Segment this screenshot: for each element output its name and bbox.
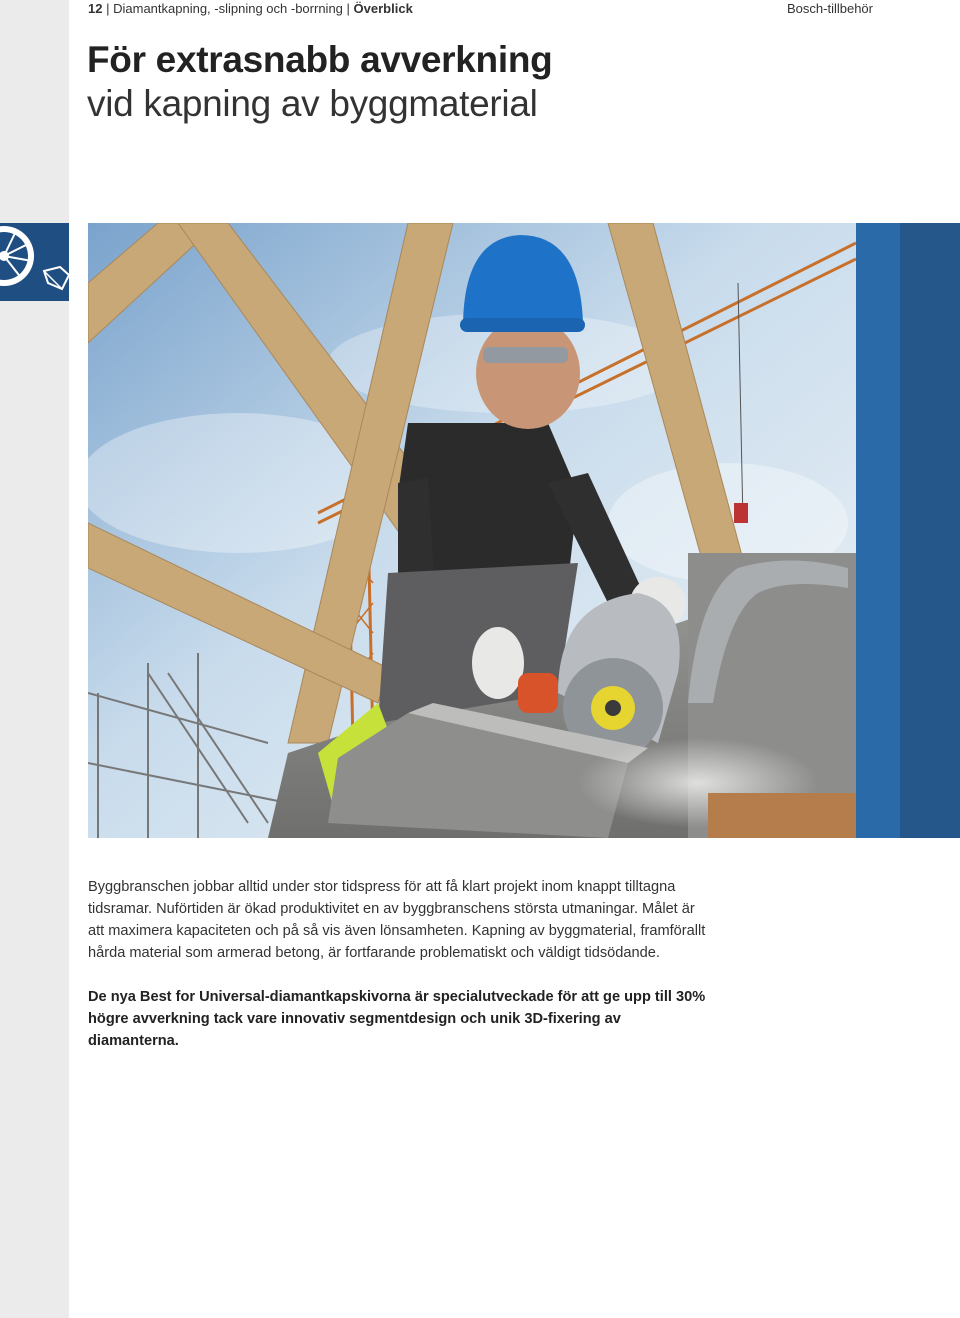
section-name: Diamantkapning, -slipning och -borrning [113, 1, 343, 16]
page-header [88, 0, 873, 18]
hero-photo [88, 223, 856, 838]
header-breadcrumb [88, 0, 413, 18]
page-title [87, 38, 887, 126]
title-line-2: vid kapning av byggmaterial [87, 83, 538, 124]
subsection-name: Överblick [353, 1, 413, 16]
body-text [88, 876, 708, 1052]
brand-label: Bosch-tillbehör [787, 1, 873, 16]
header-separator: | [106, 1, 110, 16]
brand-color-band [856, 223, 900, 838]
title-line-1: För extrasnabb avverkning [87, 39, 553, 80]
page-number: 12 [88, 1, 103, 16]
header-separator: | [346, 1, 350, 16]
intro-paragraph: Byggbranschen jobbar alltid under stor tidspress för att få klart projekt inom knappt tilltagna tidsramar. Nuförtiden är ökad produktivitet en av byggbranschens största utmaningar. Målet är att maximera kapaciteten och på så vis även lönsamheten. Kapning av byggmaterial, framförallt hårda material som armerad betong, är fortfarande problematiskt och väldigt tidsödande. [88, 879, 706, 961]
highlight-paragraph: De nya Best for Universal-diamantkapskivorna är specialutveckade för att ge upp till 30% högre avverkning tack vare innovativ segmentdesign och unik 3D-fixering av diamanterna. [88, 989, 706, 1049]
brand-color-band [900, 223, 960, 838]
section-tab [0, 223, 69, 301]
left-margin-strip [0, 0, 69, 1318]
diamond-disc-icon [0, 223, 69, 301]
